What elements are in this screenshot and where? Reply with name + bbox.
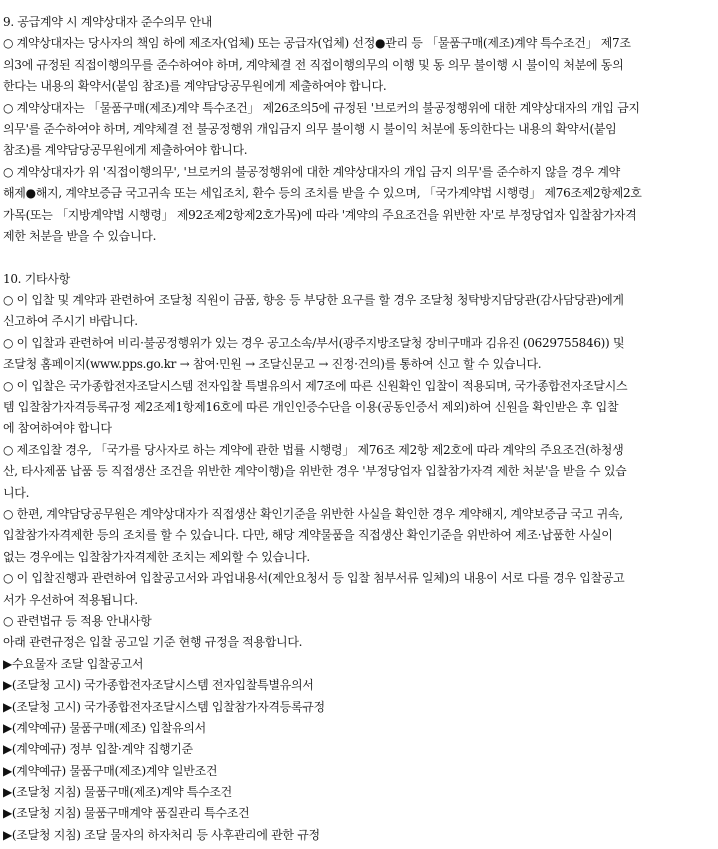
section-9-line: 해제●해지, 계약보증금 국고귀속 또는 세입조치, 환수 등의 조치를 받을 수 있으며, 「국가계약법 시행령」 제76조제2항제2호 <box>3 186 642 201</box>
section-10-line: ○ 제조입찰 경우, 「국가를 당사자로 하는 계약에 관한 법률 시행령」 제76조 제2항 제2호에 따라 계약의 주요조건(하청생 <box>3 442 624 457</box>
section-10-line: 없는 경우에는 입찰참가자격제한 조치는 제외할 수 있습니다. <box>3 549 310 564</box>
section-10-line: ○ 이 입찰은 국가종합전자조달시스템 전자입찰 특별유의서 제7조에 따른 신원확인 입찰이 적용되며, 국가종합전자조달시스 <box>3 378 628 393</box>
section-10-line: 신고하여 주시기 바랍니다. <box>3 314 138 329</box>
section-9-line: 참조)를 계약담당공무원에게 제출하여야 합니다. <box>3 143 248 158</box>
regulation-list-item: ▶(조달청 고시) 국가종합전자조달시스템 전자입찰특별유의서 <box>3 678 314 693</box>
section-9-line: 한다는 내용의 확약서(붙임 참조)를 계약담당공무원에게 제출하여야 합니다. <box>3 79 387 94</box>
section-9-line: 제한 처분을 받을 수 있습니다. <box>3 228 157 243</box>
section-10-line: 조달청 홈페이지(www.pps.go.kr → 참여·민원 → 조달신문고 → 진정·건의)를 통하여 신고 할 수 있습니다. <box>3 357 542 372</box>
section-10-line: ○ 한편, 계약담당공무원은 계약상대자가 직접생산 확인기준을 위반한 사실을 확인한 경우 계약해지, 계약보증금 국고 귀속, <box>3 506 623 521</box>
section-10-line: ○ 이 입찰 및 계약과 관련하여 조달청 직원이 금품, 향응 등 부당한 요구를 할 경우 조달청 청탁방지담당관(감사담당관)에게 <box>3 293 624 308</box>
section-9-line: 의무'를 준수하여야 하며, 계약체결 전 불공정행위 개입금지 의무 불이행 시 불이익 처분에 동의한다는 내용의 확약서(붙임 <box>3 121 617 136</box>
section-10-line: 에 참여하여야 합니다 <box>3 421 112 436</box>
section-9-line: ○ 계약상대자가 위 '직접이행의무', '브로커의 불공정행위에 대한 계약상대자의 개입 금지 의무'를 준수하지 않을 경우 계약 <box>3 164 620 179</box>
regulation-list-item: ▶(계약예규) 정부 입찰·계약 집행기준 <box>3 742 193 757</box>
regulation-list-item: ▶(계약예규) 물품구매(제조)계약 일반조건 <box>3 763 218 778</box>
regulation-list-item: ▶(조달청 지침) 물품구매(제조)계약 특수조건 <box>3 785 232 800</box>
section-9-line: ○ 계약상대자는 「물품구매(제조)계약 특수조건」 제26조의5에 규정된 '브로커의 불공정행위에 대한 계약상대자의 개입 금지 <box>3 100 640 115</box>
section-10-line: 아래 관련규정은 입찰 공고일 기준 현행 규정을 적용합니다. <box>3 635 303 650</box>
section-10-line: 템 입찰참가자격등록규정 제2조제1항제16호에 따른 개인인증수단을 이용(공동인증서 제외)하여 신원을 확인받은 후 입찰 <box>3 400 619 415</box>
section-spacer <box>3 247 715 268</box>
section-10-line: ○ 이 입찰진행과 관련하여 입찰공고서와 과업내용서(제안요청서 등 입찰 첨부서류 일체)의 내용이 서로 다를 경우 입찰공고 <box>3 571 625 586</box>
section-10-line: 니다. <box>3 485 30 500</box>
regulation-list-item: ▶(계약예규) 물품구매(제조) 입찰유의서 <box>3 720 206 735</box>
section-9-line: 의3에 규정된 직접이행의무를 준수하여야 하며, 계약체결 전 직접이행의무의 이행 및 동 의무 불이행 시 불이익 처분에 동의 <box>3 57 624 72</box>
regulation-list <box>3 654 715 847</box>
section-9-title: 9. 공급계약 시 계약상대자 준수의무 안내 <box>3 15 213 29</box>
notice-document <box>3 12 715 846</box>
regulation-list-item: ▶수요물자 조달 입찰공고서 <box>3 656 144 671</box>
section-10-line: ○ 이 입찰과 관련하여 비리·불공정행위가 있는 경우 공고소속/부서(광주지방조달청 장비구매과 김유진 (0629755846)) 및 <box>3 335 625 350</box>
regulation-list-item: ▶(조달청 지침) 조달 물자의 하자처리 등 사후관리에 관한 규정 <box>3 827 320 842</box>
section-10-title: 10. 기타사항 <box>3 271 70 286</box>
regulation-list-item: ▶(조달청 고시) 국가종합전자조달시스템 입찰참가자격등록규정 <box>3 699 325 714</box>
section-10-line: 산, 타사제품 납품 등 직접생산 조건을 위반한 계약이행)을 위반한 경우 '부정당업자 입찰참가자격 제한 처분'을 받을 수 있습 <box>3 464 627 479</box>
section-9-line: 가목(또는 「지방계약법 시행령」 제92조제2항제2호가목)에 따라 '계약의 주요조건을 위반한 자'로 부정당업자 입찰참가자격 <box>3 207 637 222</box>
section-10-line: 서가 우선하여 적용됩니다. <box>3 592 138 607</box>
section-10-line: ○ 관련법규 등 적용 안내사항 <box>3 613 152 628</box>
regulation-list-item: ▶(조달청 지침) 물품구매계약 품질관리 특수조건 <box>3 806 250 821</box>
section-9-line: ○ 계약상대자는 당사자의 책임 하에 제조자(업체) 또는 공급자(업체) 선정●관리 등 「물품구매(제조)계약 특수조건」 제7조 <box>3 36 631 51</box>
section-10-body <box>3 290 715 654</box>
section-10-line: 입찰참가자격제한 등의 조치를 할 수 있습니다. 다만, 해당 계약물품을 직접생산 확인기준을 위반하여 제조·납품한 사실이 <box>3 528 613 543</box>
section-9-body <box>3 33 715 247</box>
